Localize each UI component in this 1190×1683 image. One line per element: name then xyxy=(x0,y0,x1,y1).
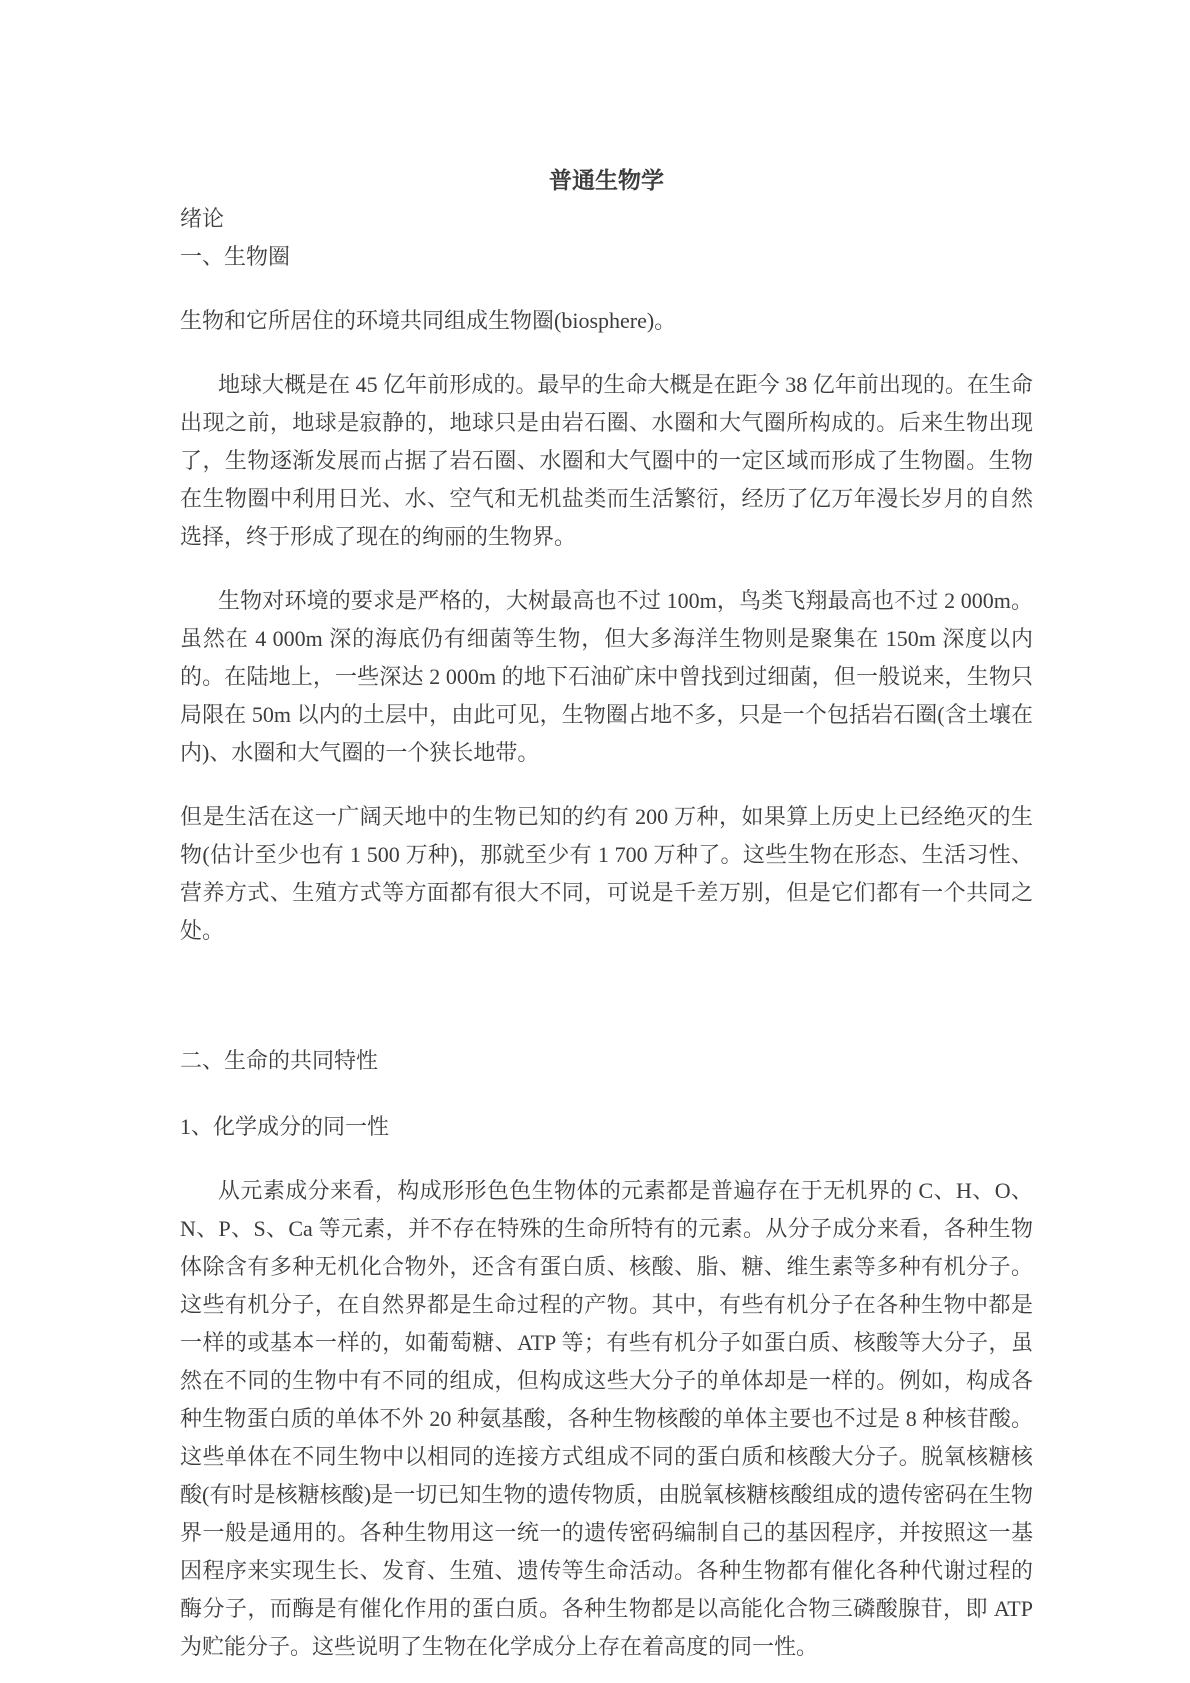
document-title: 普通生物学 xyxy=(549,168,664,193)
paragraph-chemical-composition: 从元素成分来看，构成形形色色生物体的元素都是普遍存在于无机界的 C、H、O、N、P、S、Ca 等元素，并不存在特殊的生命所特有的元素。从分子成分来看，各种生物体除含有多种无机化合物外，还含有蛋白质、核酸、脂、糖、维生素等多种有机分子。这些有机分子，在自然界都是生命过程的产物。其中，有些有机分子在各种生物中都是一样的或基本一样的，如葡萄糖、ATP 等；有些有机分子如蛋白质、核酸等大分子，虽然在不同的生物中有不同的组成，但构成这些大分子的单体却是一样的。例如，构成各种生物蛋白质的单体不外 20 种氨基酸，各种生物核酸的单体主要也不过是 8 种核苷酸。这些单体在不同生物中以相同的连接方式组成不同的蛋白质和核酸大分子。脱氧核糖核酸(有时是核糖核酸)是一切已知生物的遗传物质，由脱氧核糖核酸组成的遗传密码在生物界一般是通用的。各种生物用这一统一的遗传密码编制自己的基因程序，并按照这一基因程序来实现生长、发育、生殖、遗传等生命活动。各种生物都有催化各种代谢过程的酶分子，而酶是有催化作用的蛋白质。各种生物都是以高能化合物三磷酸腺苷，即 ATP 为贮能分子。这些说明了生物在化学成分上存在着高度的同一性。 xyxy=(180,1178,1033,1659)
heading-section-2-common-characteristics: 二、生命的共同特性 xyxy=(180,1048,379,1073)
paragraph-biosphere-definition: 生物和它所居住的环境共同组成生物圈(biosphere)。 xyxy=(180,308,677,333)
heading-section-1-biosphere: 一、生物圈 xyxy=(180,244,291,269)
paragraph-environment-requirements: 生物对环境的要求是严格的，大树最高也不过 100m，鸟类飞翔最高也不过 2 000m。虽然在 4 000m 深的海底仍有细菌等生物，但大多海洋生物则是聚集在 150m 深度以内的。在陆地上，一些深达 2 000m 的地下石油矿床中曾找到过细菌，但一般说来，生物只局限在 50m 以内的土层中，由此可见，生物圈占地不多，只是一个包括岩石圈(含土壤在内)、水圈和大气圈的一个狭长地带。 xyxy=(180,588,1033,765)
paragraph-species-count: 但是生活在这一广阔天地中的生物已知的约有 200 万种，如果算上历史上已经绝灭的生物(估计至少也有 1 500 万种)，那就至少有 1 700 万种了。这些生物在形态、生活习性、营养方式、生殖方式等方面都有很大不同，可说是千差万别，但是它们都有一个共同之处。 xyxy=(180,804,1033,943)
heading-intro: 绪论 xyxy=(180,206,225,231)
paragraph-earth-formation: 地球大概是在 45 亿年前形成的。最早的生命大概是在距今 38 亿年前出现的。在生命出现之前，地球是寂静的，地球只是由岩石圈、水圈和大气圈所构成的。后来生物出现了，生物逐渐发展而占据了岩石圈、水圈和大气圈中的一定区域而形成了生物圈。生物在生物圈中利用日光、水、空气和无机盐类而生活繁衍，经历了亿万年漫长岁月的自然选择，终于形成了现在的绚丽的生物界。 xyxy=(180,372,1033,549)
heading-sub-1-chemical-uniformity: 1、化学成分的同一性 xyxy=(180,1114,390,1139)
